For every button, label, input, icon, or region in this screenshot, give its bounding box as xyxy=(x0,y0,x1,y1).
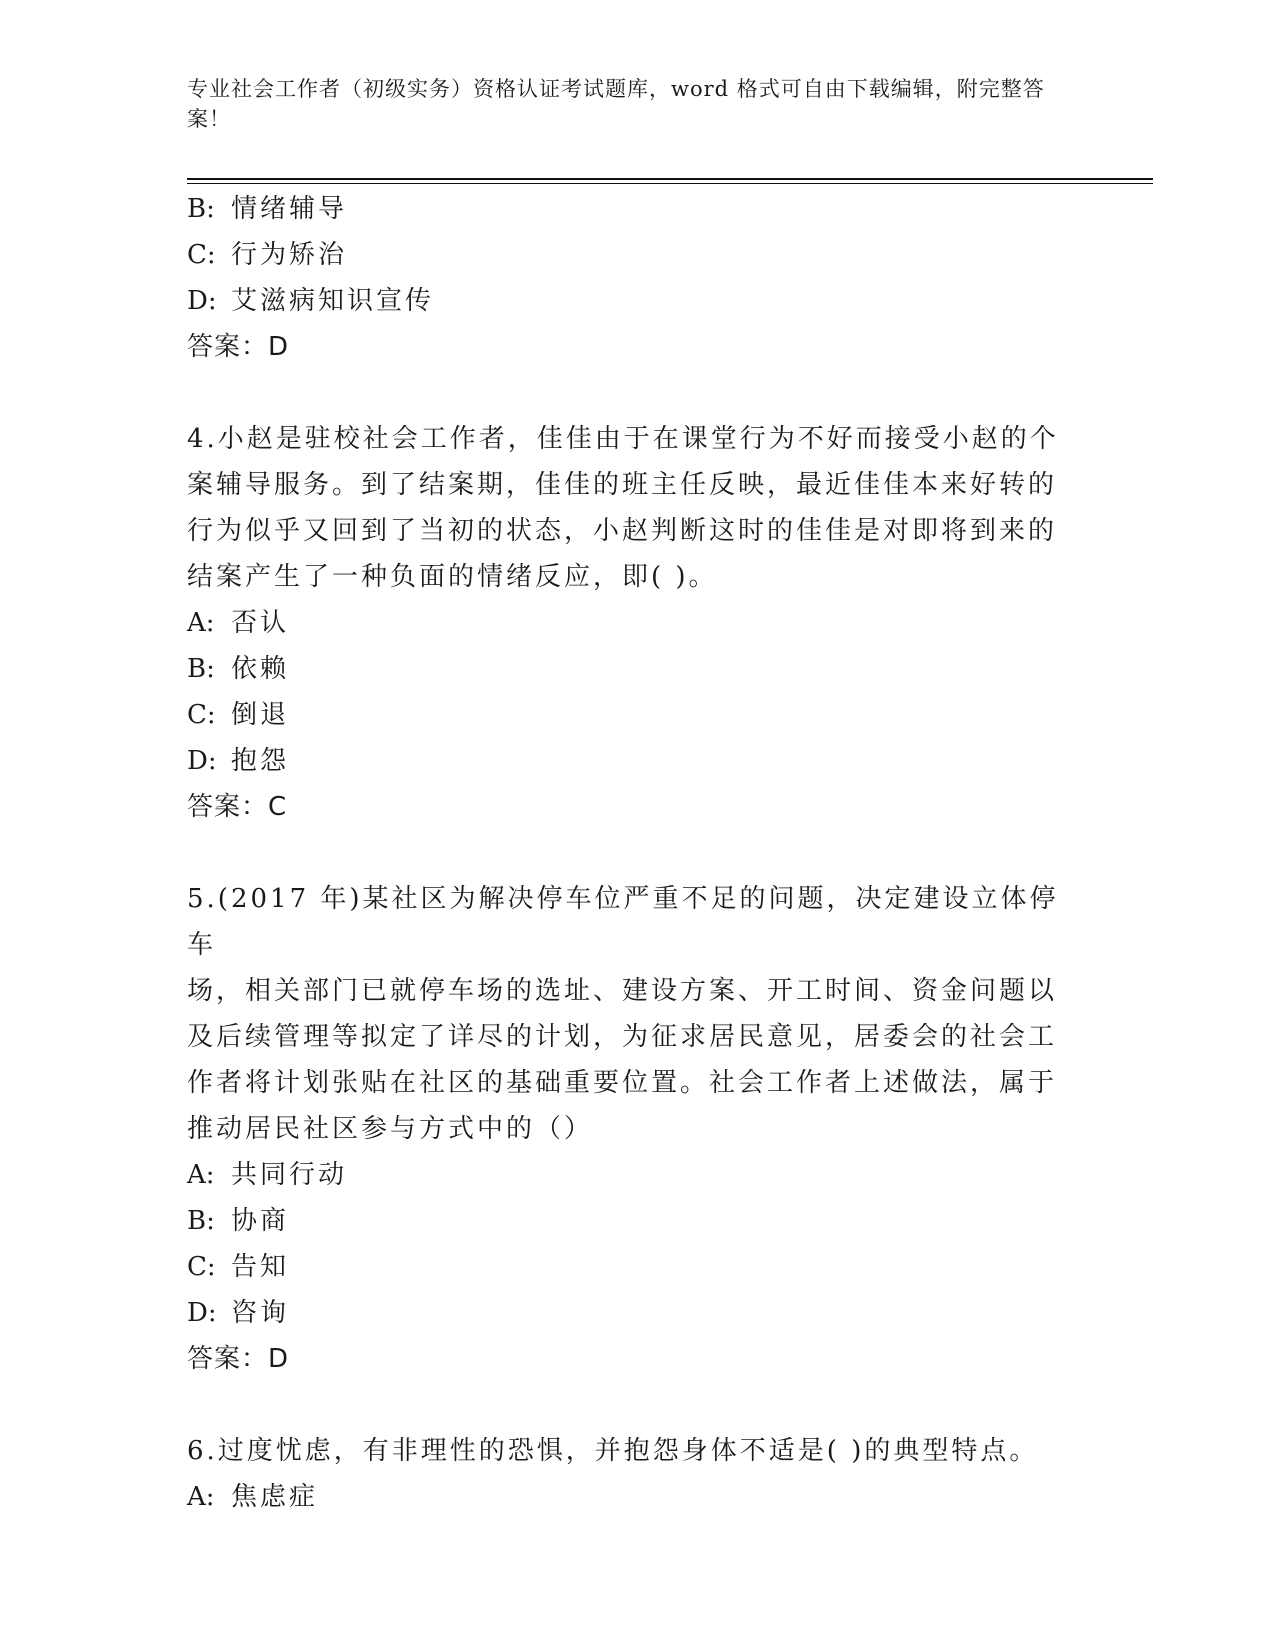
question-content xyxy=(187,186,1067,1520)
option-text: 行为矫治 xyxy=(231,240,348,270)
option-c xyxy=(187,692,1067,738)
option-b xyxy=(187,1198,1067,1244)
option-text: 共同行动 xyxy=(231,1160,348,1190)
option-c xyxy=(187,1244,1067,1290)
option-a xyxy=(187,1152,1067,1198)
option-letter: A: xyxy=(187,1482,215,1512)
option-b xyxy=(187,646,1067,692)
option-c xyxy=(187,232,1067,278)
question-4 xyxy=(187,416,1067,830)
stem-line: 5.(2017 年)某社区为解决停车位严重不足的问题，决定建设立体停车 xyxy=(187,884,1059,960)
option-text: 焦虑症 xyxy=(231,1482,319,1512)
question-3-continued xyxy=(187,186,1067,370)
answer-line: 答案：D xyxy=(187,1344,290,1374)
option-text: 依赖 xyxy=(231,654,290,684)
page-header: 专业社会工作者（初级实务）资格认证考试题库，word 格式可自由下载编辑，附完整答案！ xyxy=(187,77,1045,131)
option-a xyxy=(187,1474,1067,1520)
header-divider-thick xyxy=(187,178,1153,180)
option-text: 协商 xyxy=(231,1206,290,1236)
stem-line: 推动居民社区参与方式中的（） xyxy=(187,1114,594,1144)
question-stem xyxy=(187,416,1067,600)
answer-line: 答案：C xyxy=(187,792,288,822)
option-d xyxy=(187,1290,1067,1336)
option-letter: B: xyxy=(187,654,215,684)
option-letter: A: xyxy=(187,608,215,638)
stem-line: 结案产生了一种负面的情绪反应，即( )。 xyxy=(187,562,718,592)
question-6 xyxy=(187,1428,1067,1520)
option-letter: C: xyxy=(187,240,216,270)
option-letter: B: xyxy=(187,194,215,224)
option-text: 情绪辅导 xyxy=(231,194,348,224)
option-letter: D: xyxy=(187,746,217,776)
option-letter: D: xyxy=(187,1298,217,1328)
option-letter: B: xyxy=(187,1206,215,1236)
option-text: 咨询 xyxy=(231,1298,290,1328)
answer-line: 答案：D xyxy=(187,332,290,362)
header-divider-thin xyxy=(187,183,1153,184)
option-d xyxy=(187,278,1067,324)
stem-line: 4.小赵是驻校社会工作者，佳佳由于在课堂行为不好而接受小赵的个 xyxy=(187,424,1059,454)
stem-line: 作者将计划张贴在社区的基础重要位置。社会工作者上述做法，属于 xyxy=(187,1068,1058,1098)
question-stem xyxy=(187,1428,1067,1474)
option-b xyxy=(187,186,1067,232)
stem-line: 场，相关部门已就停车场的选址、建设方案、开工时间、资金问题以 xyxy=(187,976,1058,1006)
option-text: 否认 xyxy=(231,608,290,638)
option-letter: C: xyxy=(187,1252,216,1282)
option-letter: A: xyxy=(187,1160,215,1190)
stem-line: 及后续管理等拟定了详尽的计划，为征求居民意见，居委会的社会工 xyxy=(187,1022,1058,1052)
stem-line: 案辅导服务。到了结案期，佳佳的班主任反映，最近佳佳本来好转的 xyxy=(187,470,1058,500)
option-text: 告知 xyxy=(231,1252,290,1282)
option-text: 抱怨 xyxy=(231,746,290,776)
stem-line: 6.过度忧虑，有非理性的恐惧，并抱怨身体不适是( )的典型特点。 xyxy=(187,1436,1039,1466)
stem-line: 行为似乎又回到了当初的状态，小赵判断这时的佳佳是对即将到来的 xyxy=(187,516,1058,546)
question-5 xyxy=(187,876,1067,1382)
question-stem xyxy=(187,876,1067,1152)
option-a xyxy=(187,600,1067,646)
option-text: 倒退 xyxy=(231,700,290,730)
option-letter: C: xyxy=(187,700,216,730)
option-d xyxy=(187,738,1067,784)
option-letter: D: xyxy=(187,286,217,316)
option-text: 艾滋病知识宣传 xyxy=(231,286,435,316)
